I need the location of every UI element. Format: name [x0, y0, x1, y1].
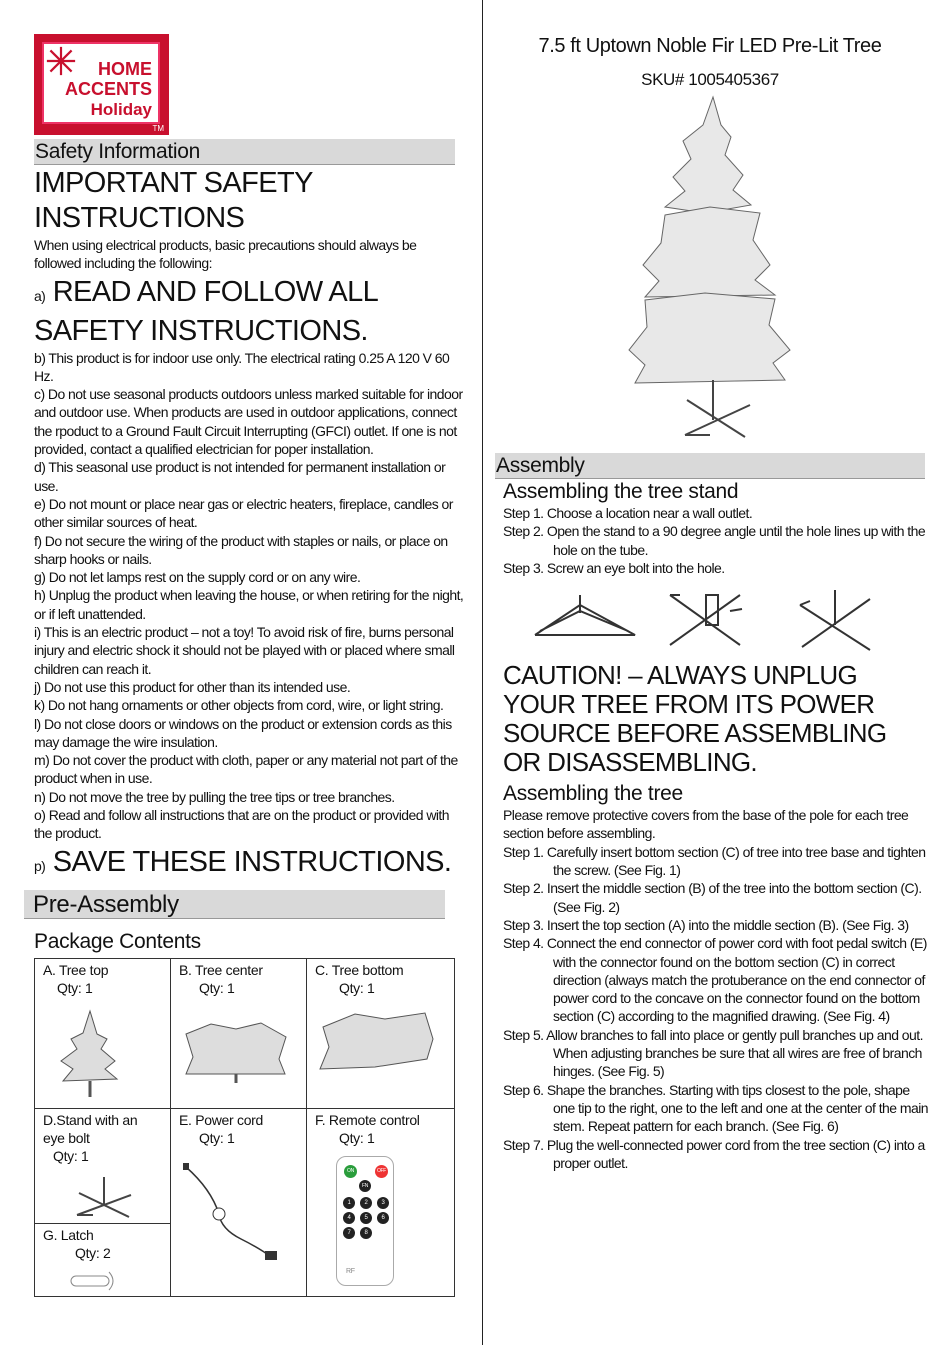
- safety-item: c) Do not use seasonal products outdoors unless marked suitable for indoor and outdoor use. When products are used in outdoor applications, connect the rpoduct to a Ground Fault Circuit Interrupting (GFCI) outlet. If one is not provided, contact a qualified electrician for poper installation.: [34, 386, 463, 458]
- safety-item: i) This is an electric product – not a toy! To avoid risk of fire, burns personal injury and electric shock it should not be played with or placed where small children can reach it.: [34, 624, 455, 677]
- caution-heading: CAUTION! – ALWAYS UNPLUG YOUR TREE FROM ITS POWER SOURCE BEFORE ASSEMBLING OR DISASSEMBLING.: [503, 660, 887, 778]
- content-remote-control: F. Remote control Qty: 1 ON OFF FN 1 2 3 4 5 6 7 8 RF: [306, 1108, 455, 1297]
- assembly-header: Assembly: [495, 453, 925, 479]
- content-tree-top: A. Tree top Qty: 1: [34, 958, 171, 1109]
- tree-step: Step 1. Carefully insert bottom section (C) of tree into tree base and tighten the screw. (See Fig. 1): [503, 843, 926, 879]
- content-stand: D.Stand with an eye bolt Qty: 1: [34, 1108, 171, 1224]
- left-column: [34, 166, 466, 1297]
- safety-item: d) This seasonal use product is not intended for permanent installation or use.: [34, 459, 446, 494]
- tree-step: Step 2. Insert the middle section (B) of the tree into the bottom section (C). (See Fig. 2): [503, 880, 922, 915]
- safety-item: g) Do not let lamps rest on the supply cord or on any wire.: [34, 569, 361, 586]
- product-sku: SKU# 1005405367: [641, 70, 779, 89]
- safety-item: b) This product is for indoor use only. The electrical rating 0.25 A 120 V 60 Hz.: [34, 349, 450, 384]
- stand-step: Step 1. Choose a location near a wall outlet.: [503, 505, 753, 521]
- tree-assembly-title: Assembling the tree: [503, 782, 683, 806]
- safety-item-p: p) SAVE THESE INSTRUCTIONS.: [34, 845, 452, 878]
- assembled-tree-image: [625, 95, 795, 445]
- tree-step: Step 3. Insert the top section (A) into the middle section (B). (See Fig. 3): [503, 916, 909, 933]
- safety-item: o) Read and follow all instructions that are on the product or provided with the product.: [34, 807, 450, 842]
- safety-item: n) Do not move the tree by pulling the tree tips or tree branches.: [34, 788, 395, 805]
- stand-image: [73, 1175, 135, 1221]
- stand-assembly-title: Assembling the tree stand: [503, 480, 739, 503]
- stand-steps: [503, 504, 930, 577]
- safety-item: h) Unplug the product when leaving the house, or when retiring for the night, or if left unattended.: [34, 587, 464, 622]
- pre-assembly-header: Pre-Assembly: [24, 890, 445, 919]
- tree-intro: Please remove protective covers from the base of the pole for each tree section before assembling.: [503, 807, 909, 842]
- tree-center-image: [181, 1019, 291, 1084]
- home-accents-logo: HOME ACCENTS Holiday TM: [34, 34, 169, 135]
- stand-step: Step 2. Open the stand to a 90 degree angle until the hole lines up with the hole on the tube.: [503, 523, 926, 558]
- content-power-cord: E. Power cord Qty: 1: [170, 1108, 307, 1297]
- stand-step: Step 3. Screw an eye bolt into the hole.: [503, 559, 725, 576]
- column-divider: [482, 0, 483, 1345]
- tree-step: Step 5. Allow branches to fall into place or gently pull branches up and out. When adjusting branches be sure that all wires are free of branch hinges. (See Fig. 5): [503, 1026, 923, 1080]
- content-tree-center: B. Tree center Qty: 1: [170, 958, 307, 1109]
- safety-item: f) Do not secure the wiring of the product with staples or nails, or place on sharp hooks or nails.: [34, 532, 448, 567]
- safety-item: k) Do not hang ornaments or other objects from cord, wire, or light string.: [34, 697, 444, 714]
- safety-title: IMPORTANT SAFETY INSTRUCTIONS: [34, 167, 313, 234]
- tree-step: Step 6. Shape the branches. Starting with tips closest to the pole, shape one tip to the right, one to the left and one at the center of the main stem. Repeat pattern for each branch. (See Fig. 6): [503, 1081, 929, 1135]
- tree-steps: [503, 806, 930, 1172]
- product-title: 7.5 ft Uptown Noble Fir LED Pre-Lit Tree: [538, 35, 882, 57]
- safety-intro: When using electrical products, basic precautions should always be followed including the following:: [34, 237, 417, 272]
- package-contents-table: [34, 958, 455, 1297]
- right-column: [503, 479, 930, 1172]
- safety-item: m) Do not cover the product with cloth, paper or any material not part of the product when in use.: [34, 752, 458, 787]
- tree-top-image: [55, 1009, 125, 1099]
- safety-item: l) Do not close doors or windows on the product or extension cords as this may damage the wire insulation.: [34, 715, 452, 750]
- safety-item-a: a) READ AND FOLLOW ALL SAFETY INSTRUCTIONS.: [34, 275, 378, 347]
- power-cord-image: [181, 1159, 281, 1269]
- package-contents-title: Package Contents: [34, 929, 201, 953]
- snowflake-icon: [46, 46, 76, 76]
- safety-list: [34, 349, 466, 843]
- tree-step: Step 4. Connect the end connector of power cord with foot pedal switch (E) with the connector found on the bottom section (C) in correct direction (always match the protuberance on the end connector of power cord to the concave on the connector found on the bottom section (C) according to the magnified drawing. (See Fig. 4): [503, 935, 927, 1025]
- tree-step: Step 7. Plug the well-connected power cord from the tree section (C) into a proper outlet.: [503, 1136, 925, 1171]
- safety-item: j) Do not use this product for other than its intended use.: [34, 678, 351, 695]
- tree-bottom-image: [315, 1009, 440, 1079]
- content-latch: G. Latch Qty: 2: [34, 1223, 171, 1297]
- latch-image: [69, 1270, 119, 1292]
- safety-item: e) Do not mount or place near gas or electric heaters, fireplace, candles or other similar sources of heat.: [34, 495, 453, 531]
- content-tree-bottom: C. Tree bottom Qty: 1: [306, 958, 455, 1109]
- safety-information-header: Safety Information: [34, 139, 455, 165]
- remote-image: ON OFF FN 1 2 3 4 5 6 7 8 RF: [336, 1156, 394, 1286]
- stand-assembly-figures: [530, 585, 900, 657]
